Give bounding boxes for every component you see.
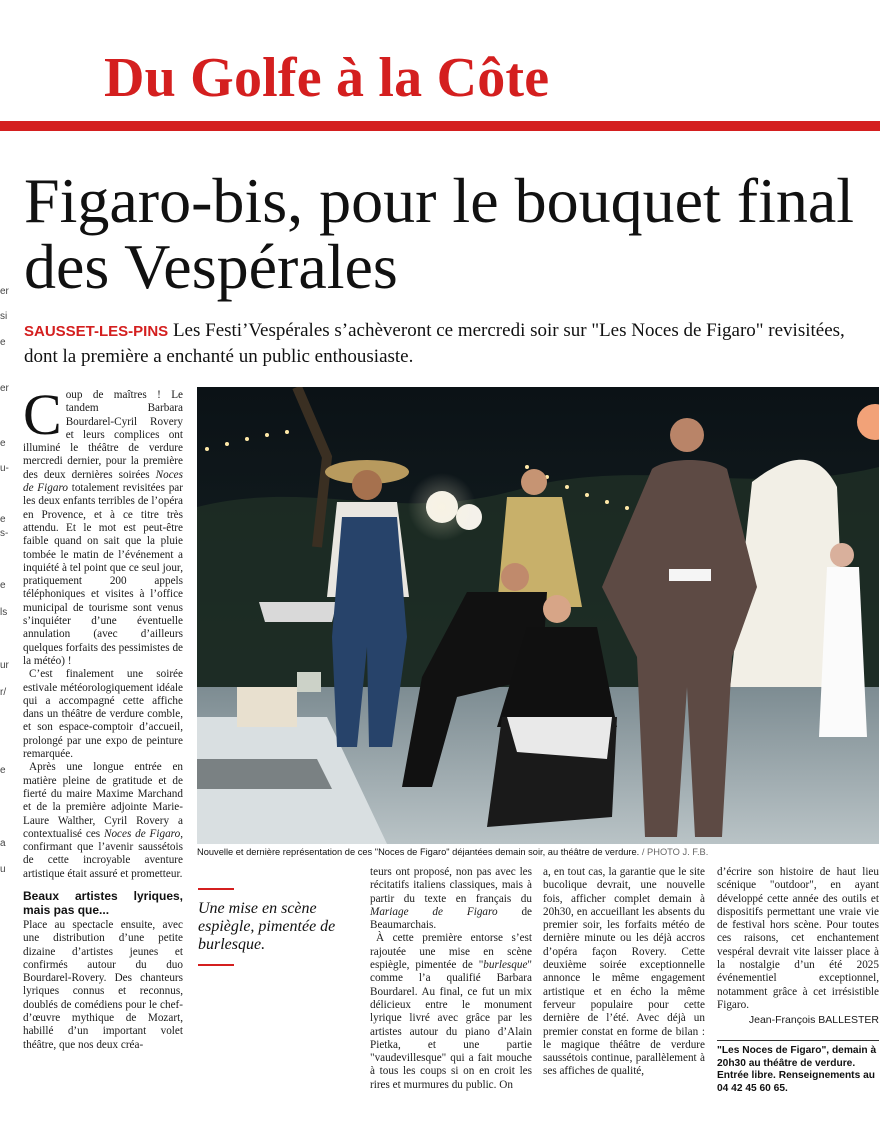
paragraph: Place au spectacle ensuite, avec une distribution d’une petite dizaine d’artistes jeunes et confirmés autour du duo Bourdarel-Rovery. Des chanteurs lyriques connus et reconnus, doublés de comédiens pour le chef-d’œuvre mythique de Mozart, habillé d’un important volet théâtre, que nos deux créa- xyxy=(23,918,183,1051)
paragraph: Après une longue entrée en matière pleine de gratitude et de fierté du maire Maxime Marchand et de la première adjointe Marie-Laure Walther, Cyril Rovery a contextualisé ces Noces de Figaro, confirmant que l’avenir saussétois de cette incroyable aventure artistique était assuré et prometteur. xyxy=(23,761,184,880)
paragraph: C’est finalement une soirée estivale météorologiquement idéale qui a accompagné cette affiche dans un théâtre de verdure comble, et son espace-comptoir d’accueil, prolongé par une expo de peinture remarquée. xyxy=(23,668,183,761)
edge-fragment: er xyxy=(0,286,9,297)
article-column-5 xyxy=(717,866,879,1028)
pullquote-rule-top xyxy=(198,888,234,890)
photo-credit: / PHOTO J. F.B. xyxy=(641,847,709,857)
edge-fragment: e xyxy=(0,438,6,449)
article-column-3 xyxy=(370,866,532,1092)
edge-fragment: ur xyxy=(0,660,9,671)
infobox-rule xyxy=(717,1040,879,1041)
edge-fragment: e xyxy=(0,580,6,591)
event-infobox: "Les Noces de Figaro", demain à 20h30 au théâtre de verdure. Entrée libre. Renseignements au 04 42 45 60 65. xyxy=(717,1045,877,1094)
edge-fragment: e xyxy=(0,514,6,525)
pullquote: Une mise en scène espiègle, pimentée de burlesque. xyxy=(198,900,336,953)
article-headline: Figaro-bis, pour le bouquet final des Vespérales xyxy=(24,165,855,302)
article-column-4 xyxy=(543,866,705,1079)
paragraph: a, en tout cas, la garantie que le site bucolique devrait, une nouvelle fois, afficher complet demain à 20h30, en accueillant les absents du premier soir, les forfaits météo de dernière minute ou les déjà accros d’opéra façon Rovery. Cette deuxième soirée exceptionnelle annonce le même engagement artistique et en écho la même ferveur populaire pour cette dernière de l’été. Avec déjà un premier constat en forme de bilan : le magique théâtre de verdure saussétois continue, parallèlement à ses affiches de qualité, xyxy=(543,866,705,1078)
article-photo xyxy=(197,387,879,844)
edge-fragment: u- xyxy=(0,463,9,474)
edge-fragment: u xyxy=(0,864,6,875)
paragraph: d’écrire son histoire de haut lieu scénique "outdoor", en ayant développé cette année des outils et dispositifs permettant une vraie vie de festival hors scène. Pour toutes ces raisons, cet enchantement vespéral devrait vite laisser place à la nostalgie d’un été 2025 événementiel exceptionnel, notamment grâce à cet irrésistible Figaro. xyxy=(717,866,879,1011)
edge-fragment: er xyxy=(0,383,9,394)
edge-fragment: si xyxy=(0,311,8,322)
lead-text: Les Festi’Vespérales s’achèveront ce mercredi soir sur "Les Noces de Figaro" revisitées, dont la première a enchanté un public enthousiaste. xyxy=(24,320,845,367)
author-signature: Jean-François BALLESTER xyxy=(748,1014,879,1027)
edge-fragment: e xyxy=(0,765,6,776)
section-title: Du Golfe à la Côte xyxy=(104,47,550,109)
stage-scene-illustration xyxy=(197,387,879,844)
paragraph: À cette première entorse s’est rajoutée une mise en scène espiègle, pimentée de "burlesque" comme l’a qualifié Barbara Bourdarel. Au final, ce fut un mix délicieux entre le monument lyrique livré avec grâce par les artistes autour du piano d’Alain Pietka, et une partie "vaudevillesque" qui a fait mouche à tous les coups si on en croit les rires et murmures du public. On xyxy=(370,932,532,1091)
location-tag: SAUSSET-LES-PINS xyxy=(24,323,169,340)
edge-fragment: e xyxy=(0,337,6,348)
edge-fragment: r/ xyxy=(0,687,7,698)
pullquote-rule-bottom xyxy=(198,964,234,966)
paragraph: Coup de maîtres ! Le tandem Barbara Bourdarel-Cyril Rovery et leurs complices ont illuminé le théâtre de verdure mercredi dernier, pour la première des deux dernières soirées Noces de Figaro totalement revisitées par les deux enfants terribles de l’opéra en Provence, et à ce titre très attendu. Et le mot est peut-être faible quand on sait que la pluie tombée le matin de l’événement a inquiété à tel point que ce seul jour, pratiquement 200 appels téléphoniques et visites à l’office municipal de tourisme sont venus s’inquiéter d’une éventuelle annulation (avec d’ailleurs quelques forfaits des pessimistes de la météo) ! xyxy=(23,382,183,667)
drop-cap: C xyxy=(23,382,62,447)
edge-fragment: ls xyxy=(0,607,8,618)
edge-fragment: a xyxy=(0,838,6,849)
edge-fragment: s- xyxy=(0,528,9,539)
section-rule xyxy=(0,121,880,131)
photo-caption: Nouvelle et dernière représentation de ces "Noces de Figaro" déjantées demain soir, au théâtre de verdure. / PHOTO J. F.B. xyxy=(197,847,709,857)
article-lead xyxy=(24,318,880,369)
article-column-1 xyxy=(23,382,184,1052)
subheading: Beaux artistes lyriques, mais pas que... xyxy=(23,888,183,917)
paragraph: teurs ont proposé, non pas avec les récitatifs italiens classiques, mais à partir du texte en français du Mariage de Figaro de Beaumarchais. xyxy=(370,866,533,932)
